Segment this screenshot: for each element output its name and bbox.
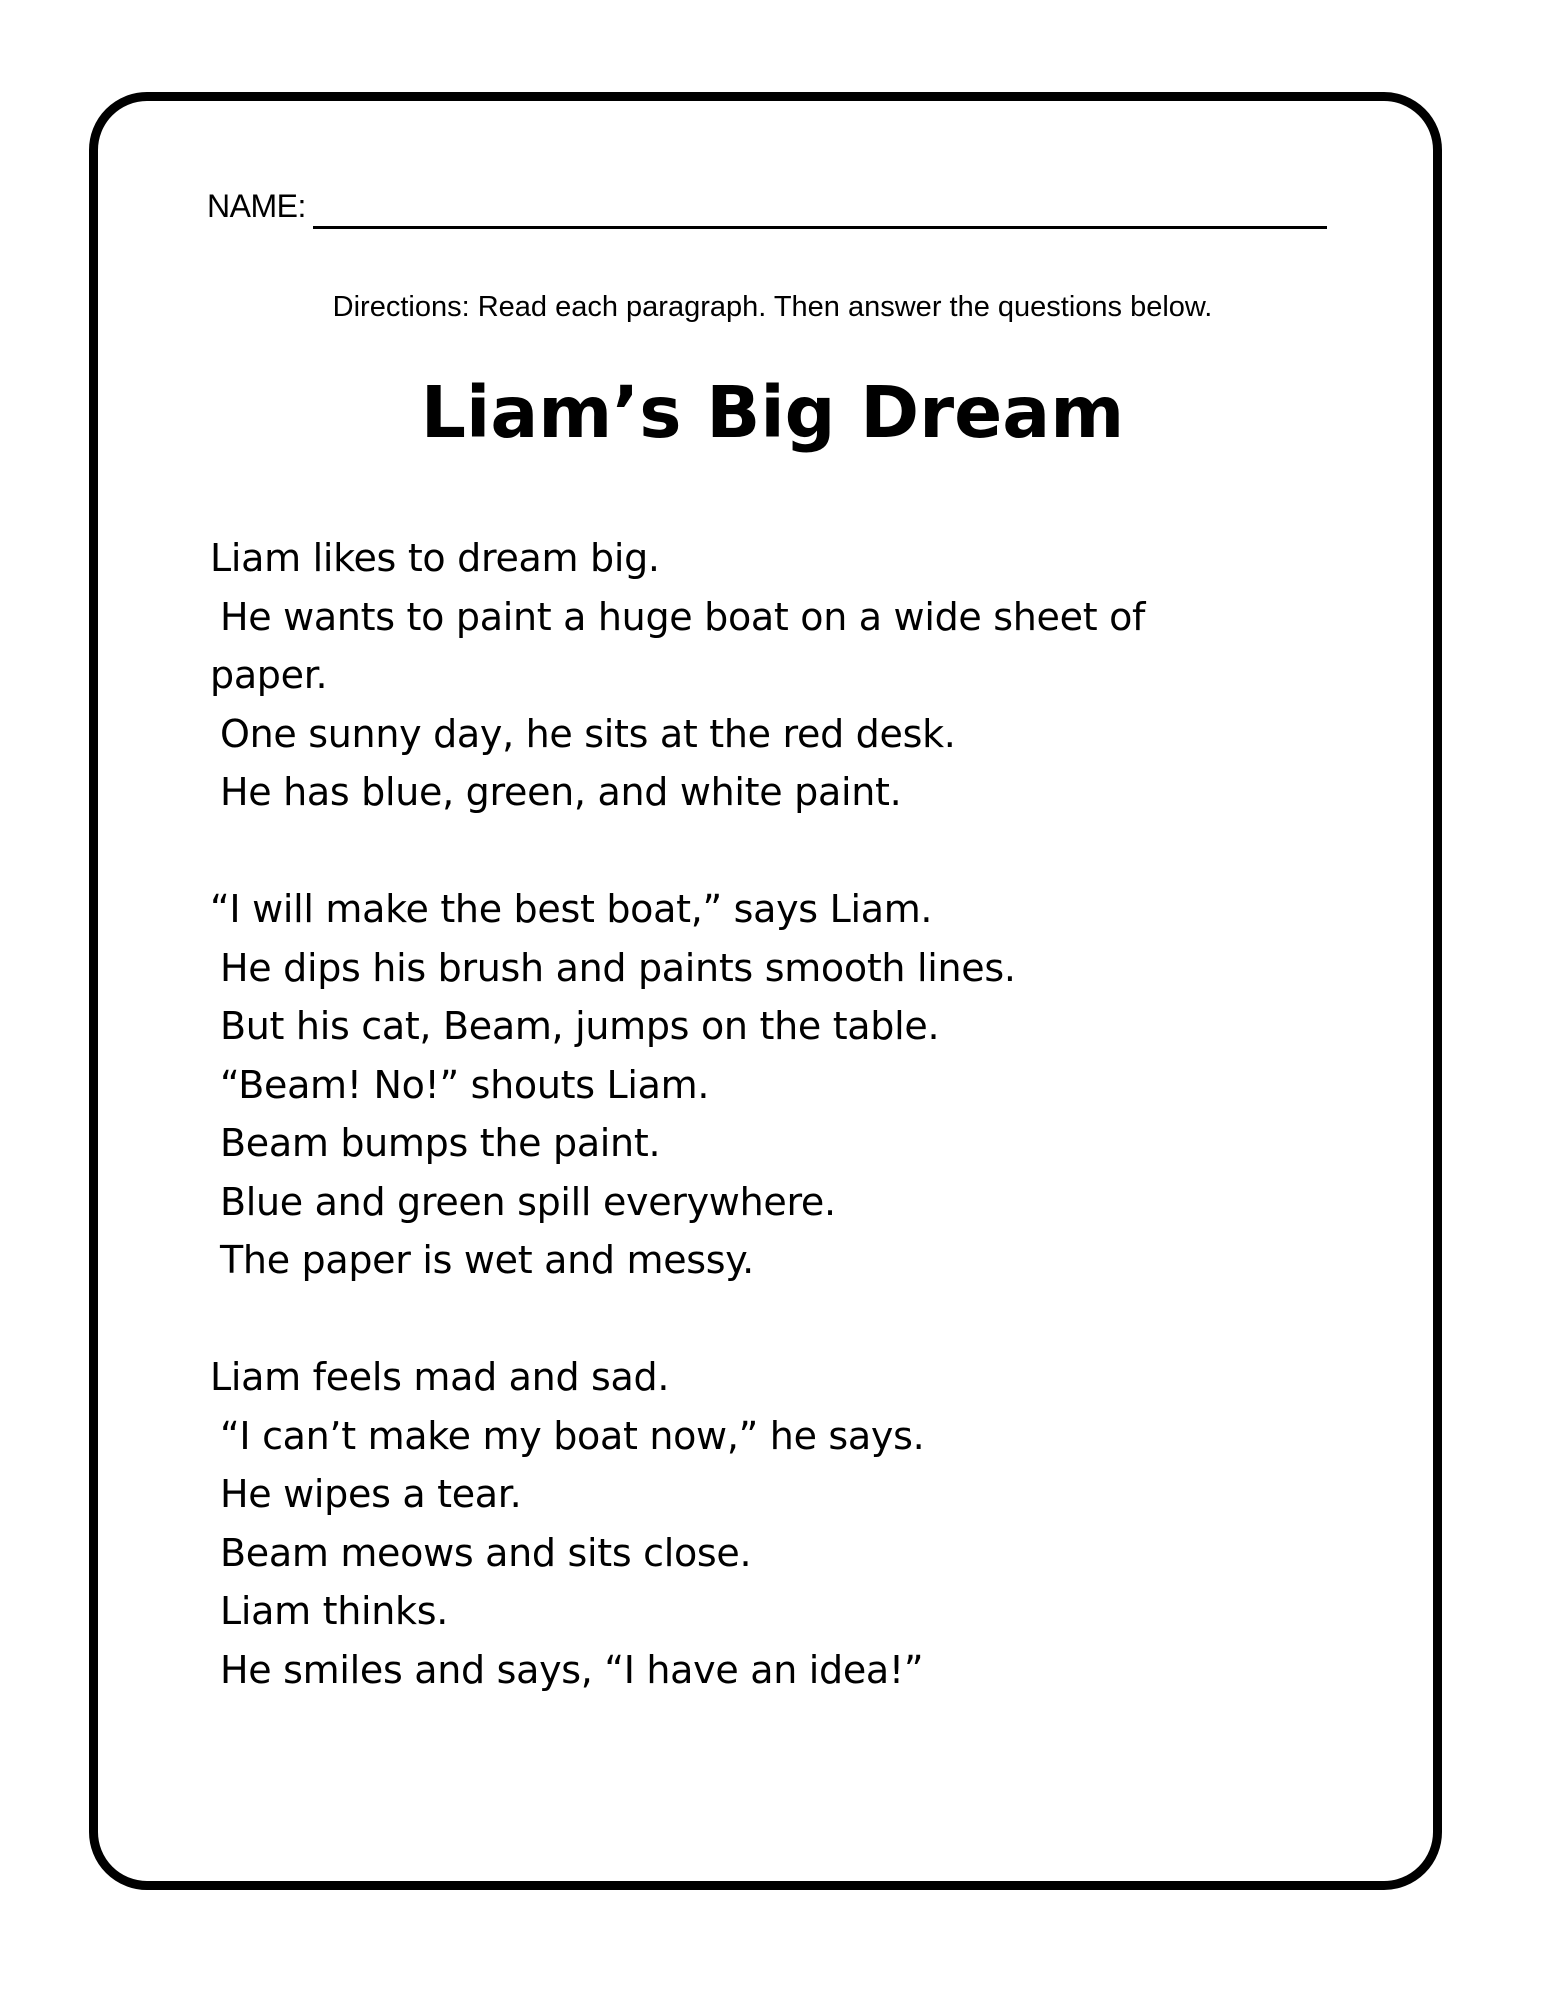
paragraph-3 xyxy=(210,1348,1340,1699)
story-line: Beam bumps the paint. xyxy=(220,1121,661,1165)
story-line: “Beam! No!” shouts Liam. xyxy=(220,1062,710,1107)
story-line: paper. xyxy=(210,653,328,697)
story-line: He wants to paint a huge boat on a wide sheet of xyxy=(220,594,1146,639)
story-line: He wipes a tear. xyxy=(220,1472,522,1516)
story-body xyxy=(210,529,1340,1699)
story-line: He smiles and says, “I have an idea!” xyxy=(220,1647,924,1692)
story-line: One sunny day, he sits at the red desk. xyxy=(220,711,956,756)
paragraph-1 xyxy=(210,529,1340,822)
story-line: He dips his brush and paints smooth lines. xyxy=(220,945,1016,990)
paragraph-2 xyxy=(210,880,1340,1290)
name-row xyxy=(207,188,1327,238)
story-line: Liam thinks. xyxy=(220,1589,449,1633)
story-line: Blue and green spill everywhere. xyxy=(220,1179,836,1224)
story-line: Liam likes to dream big. xyxy=(210,536,660,580)
story-line: He has blue, green, and white paint. xyxy=(220,770,902,814)
story-line: Liam feels mad and sad. xyxy=(210,1355,670,1399)
story-title: Liam’s Big Dream xyxy=(420,371,1125,454)
story-line: “I will make the best boat,” says Liam. xyxy=(210,887,933,931)
story-line: “I can’t make my boat now,” he says. xyxy=(220,1413,925,1458)
story-line: Beam meows and sits close. xyxy=(220,1530,752,1575)
directions-text: Directions: Read each paragraph. Then answer the questions below. xyxy=(332,291,1213,323)
story-line: But his cat, Beam, jumps on the table. xyxy=(220,1004,940,1048)
name-write-line xyxy=(313,226,1327,229)
story-line: The paper is wet and messy. xyxy=(220,1238,754,1282)
name-label: NAME: xyxy=(207,188,306,224)
